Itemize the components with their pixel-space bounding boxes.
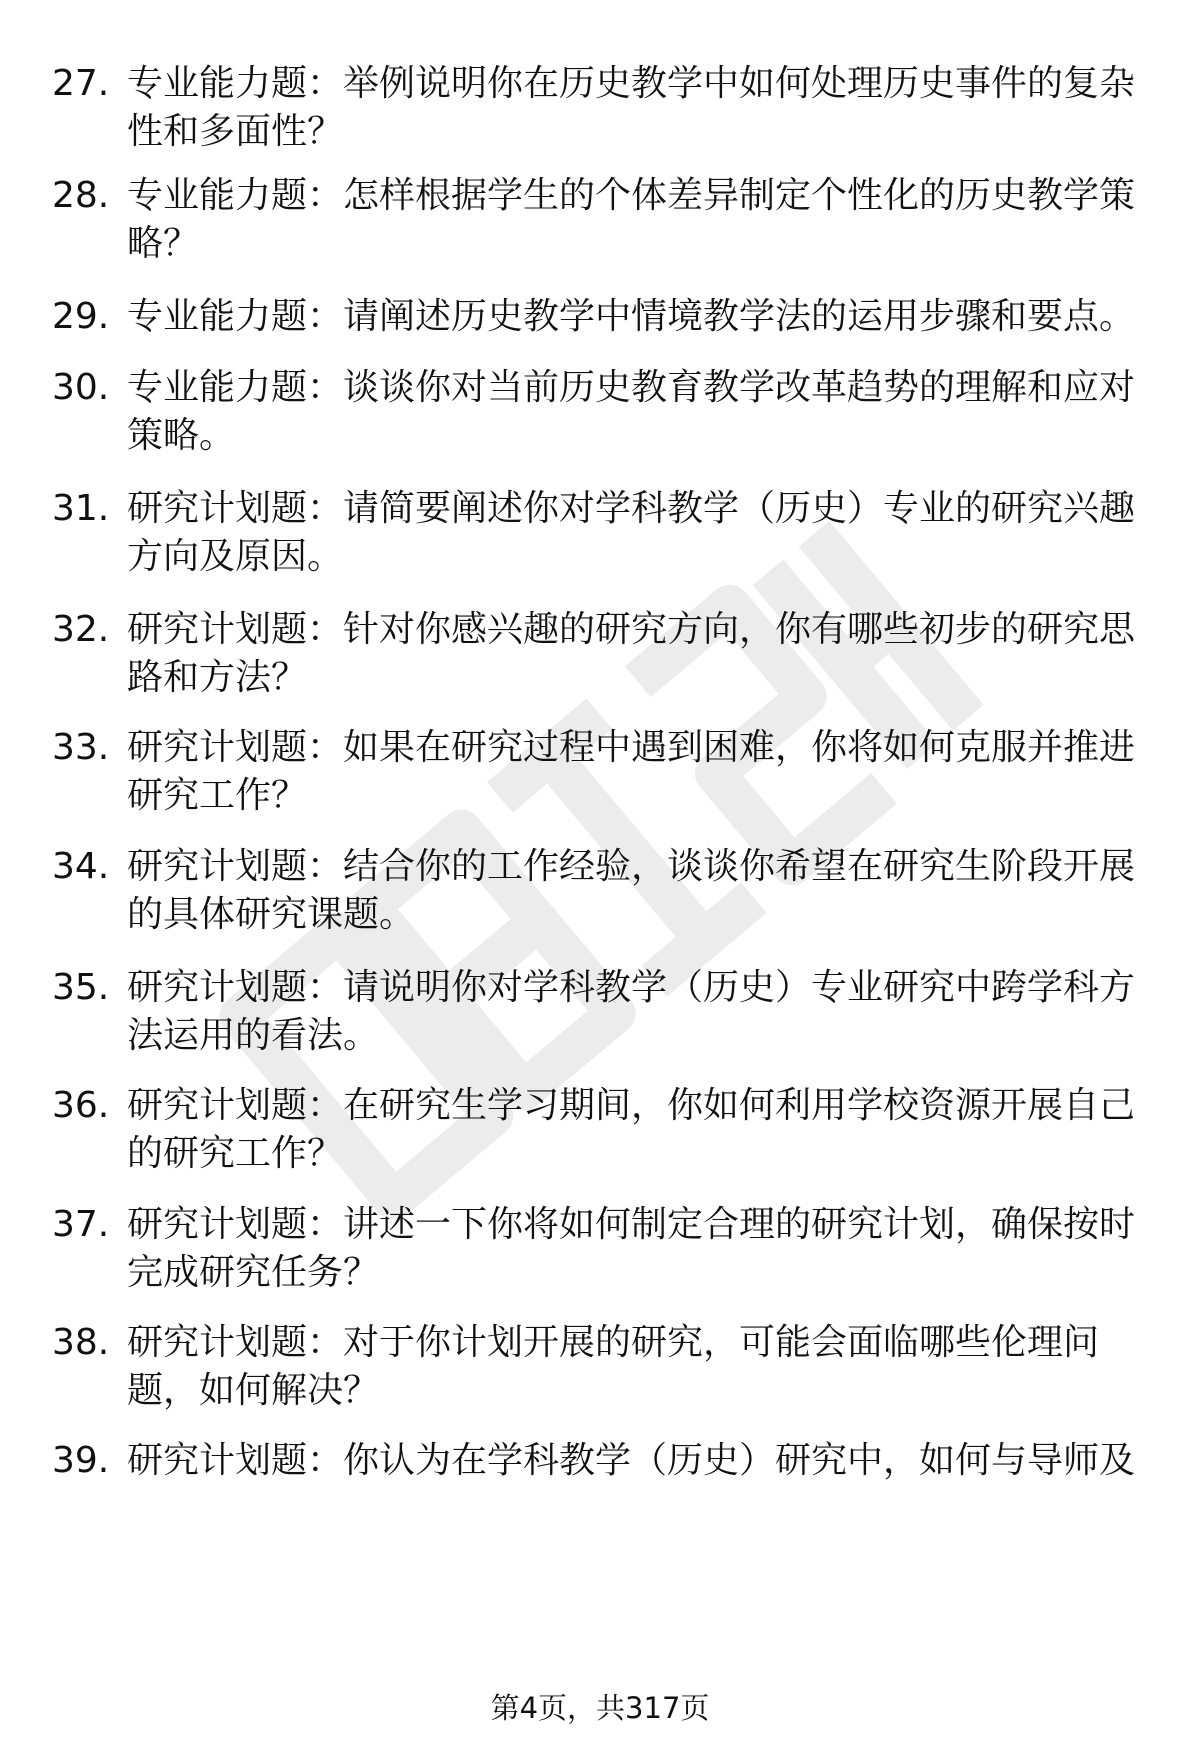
question-number: 28. bbox=[52, 175, 110, 216]
question-text: 专业能力题：谈谈你对当前历史教育教学改革趋势的理解和应对策略。 bbox=[127, 367, 1136, 456]
question-number: 32. bbox=[52, 609, 110, 650]
question-number: 30. bbox=[52, 367, 110, 408]
question-text: 研究计划题：请简要阐述你对学科教学（历史）专业的研究兴趣方向及原因。 bbox=[127, 488, 1136, 577]
question-text: 研究计划题：请说明你对学科教学（历史）专业研究中跨学科方法运用的看法。 bbox=[127, 967, 1136, 1056]
question-text: 专业能力题：举例说明你在历史教学中如何处理历史事件的复杂性和多面性？ bbox=[127, 63, 1136, 152]
question-number: 38. bbox=[52, 1322, 110, 1363]
question-text: 研究计划题：对于你计划开展的研究，可能会面临哪些伦理问题，如何解决？ bbox=[127, 1322, 1100, 1411]
question-text: 研究计划题：在研究生学习期间，你如何利用学校资源开展自己的研究工作？ bbox=[127, 1085, 1136, 1174]
question-number: 39. bbox=[52, 1440, 110, 1481]
question-number: 33. bbox=[52, 727, 110, 768]
page-footer: 第4页，共317页 bbox=[490, 1691, 710, 1725]
question-number: 37. bbox=[52, 1204, 110, 1245]
question-number: 31. bbox=[52, 488, 110, 529]
question-number: 36. bbox=[52, 1085, 110, 1126]
question-text: 专业能力题：怎样根据学生的个体差异制定个性化的历史教学策略？ bbox=[127, 175, 1136, 264]
question-text: 研究计划题：你认为在学科教学（历史）研究中，如何与导师及 bbox=[127, 1440, 1136, 1481]
question-number: 35. bbox=[52, 967, 110, 1008]
question-number: 29. bbox=[52, 296, 110, 337]
question-text: 专业能力题：请阐述历史教学中情境教学法的运用步骤和要点。 bbox=[127, 296, 1136, 337]
question-number: 34. bbox=[52, 846, 110, 887]
question-number: 27. bbox=[52, 63, 110, 104]
question-text: 研究计划题：针对你感兴趣的研究方向，你有哪些初步的研究思路和方法？ bbox=[127, 609, 1136, 698]
question-text: 研究计划题：如果在研究过程中遇到困难，你将如何克服并推进研究工作？ bbox=[127, 727, 1136, 816]
question-text: 研究计划题：讲述一下你将如何制定合理的研究计划，确保按时完成研究任务？ bbox=[127, 1204, 1136, 1293]
question-text: 研究计划题：结合你的工作经验，谈谈你希望在研究生阶段开展的具体研究课题。 bbox=[127, 846, 1136, 935]
